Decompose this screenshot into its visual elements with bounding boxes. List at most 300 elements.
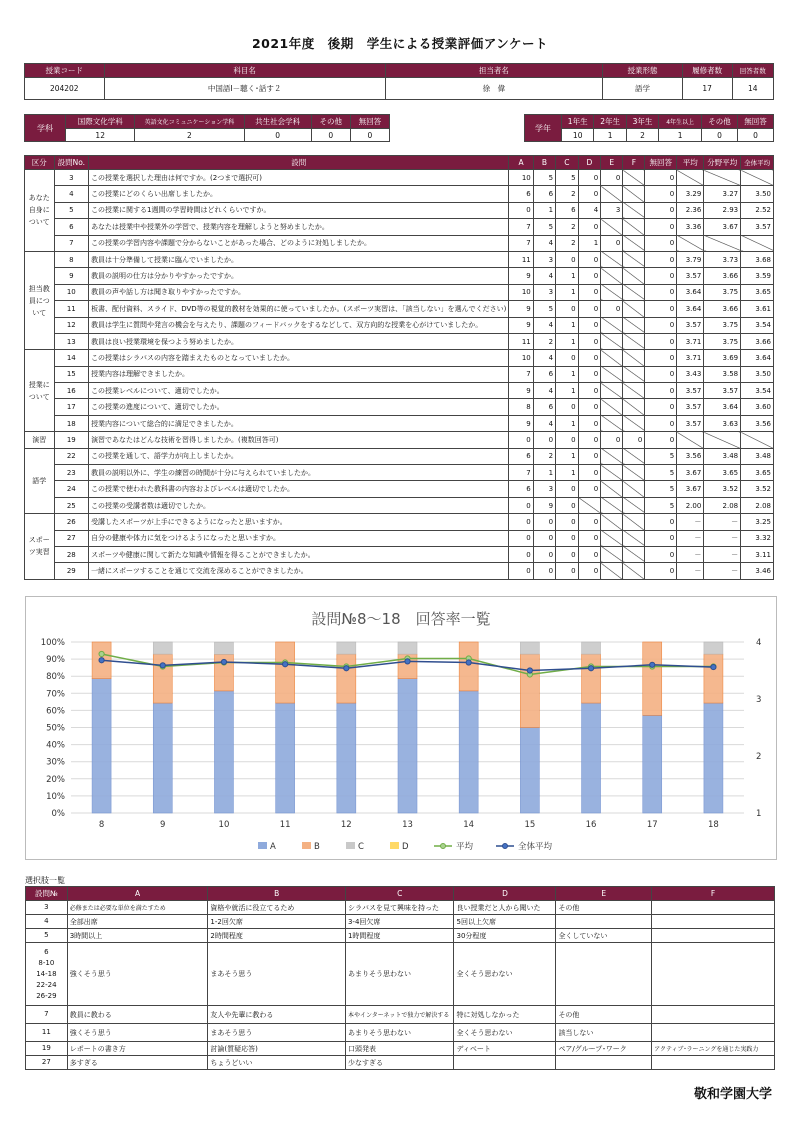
cell-all: 3.56 xyxy=(741,415,774,431)
choice-D: 5回以上欠席 xyxy=(454,915,556,929)
cell-A: 11 xyxy=(509,251,533,267)
cell-na: 0 xyxy=(645,251,677,267)
choice-E: 全くしていない xyxy=(556,929,652,943)
cell-field: 3.73 xyxy=(704,251,741,267)
cell-D: 0 xyxy=(578,366,601,382)
bar-C xyxy=(398,642,417,654)
choice-E: その他 xyxy=(556,901,652,915)
choice-B: まあそう思う xyxy=(208,1024,346,1042)
choice-B: ちょうどいい xyxy=(208,1056,346,1070)
cell-D: 0 xyxy=(578,333,601,349)
cell-A: 0 xyxy=(509,563,533,579)
cell-A: 7 xyxy=(509,219,533,235)
question-number: 22 xyxy=(54,448,89,464)
question-number: 29 xyxy=(54,563,89,579)
cell-F xyxy=(623,350,645,366)
cell-field: 3.52 xyxy=(704,481,741,497)
question-text: 受講したスポーツが上手にできるようになったと思いますか。 xyxy=(89,514,509,530)
cell-na: 5 xyxy=(645,497,677,513)
cell-F xyxy=(623,333,645,349)
cell-avg xyxy=(677,235,704,251)
question-number: 27 xyxy=(54,530,89,546)
cell-B: 6 xyxy=(533,186,555,202)
cell-B: 4 xyxy=(533,383,555,399)
question-row xyxy=(25,219,774,235)
choices-header: C xyxy=(345,887,454,901)
x-tick-label: 16 xyxy=(585,820,597,830)
question-row xyxy=(25,350,774,366)
cell-A: 6 xyxy=(509,481,533,497)
question-row xyxy=(25,170,774,186)
year-value: 1 xyxy=(659,129,702,142)
cell-field: 3.75 xyxy=(704,284,741,300)
question-row xyxy=(25,546,774,562)
question-number: 3 xyxy=(54,170,89,186)
cell-all: 3.64 xyxy=(741,350,774,366)
cell-C: 1 xyxy=(556,268,578,284)
choice-E xyxy=(556,915,652,929)
cell-E: 0 xyxy=(601,432,623,448)
bar-A xyxy=(276,703,295,813)
choice-C: あまりそう思わない xyxy=(345,1024,454,1042)
cell-na: 0 xyxy=(645,268,677,284)
choices-header: A xyxy=(67,887,208,901)
choice-A: 3時間以上 xyxy=(67,929,208,943)
question-number: 7 xyxy=(54,235,89,251)
cell-C: 2 xyxy=(556,235,578,251)
legend-swatch xyxy=(346,842,355,849)
bar-B xyxy=(704,654,723,703)
cell-all xyxy=(741,170,774,186)
question-row xyxy=(25,399,774,415)
question-number: 18 xyxy=(54,415,89,431)
cell-A: 10 xyxy=(509,170,533,186)
question-number: 10 xyxy=(54,284,89,300)
cell-B: 1 xyxy=(533,202,555,218)
eval-header: E xyxy=(601,156,623,170)
line-point xyxy=(344,666,349,671)
question-row xyxy=(25,465,774,481)
year-header: その他 xyxy=(702,115,738,129)
choice-C: 少なすぎる xyxy=(345,1056,454,1070)
question-text: 教員の説明の仕方は分かりやすかったですか。 xyxy=(89,268,509,284)
cell-A: 6 xyxy=(509,448,533,464)
legend-swatch xyxy=(258,842,267,849)
y-left-tick-label: 70% xyxy=(46,689,65,700)
year-label: 学年 xyxy=(525,115,562,142)
cell-F xyxy=(623,235,645,251)
cell-na: 0 xyxy=(645,399,677,415)
choice-question-number: 3 xyxy=(26,901,68,915)
dept-header: 英語文化コミュニケーション学科 xyxy=(135,115,244,129)
dept-value: 0 xyxy=(311,129,350,142)
y-right-tick-label: 1 xyxy=(756,809,762,819)
cell-F xyxy=(623,415,645,431)
question-row xyxy=(25,514,774,530)
cell-A: 9 xyxy=(509,268,533,284)
choice-C: 本やインターネットで独力で解決する xyxy=(345,1006,454,1024)
line-point xyxy=(650,662,655,667)
choice-D: 全くそう思わない xyxy=(454,943,556,1006)
cell-na: 0 xyxy=(645,219,677,235)
legend-marker xyxy=(441,844,446,849)
choice-F xyxy=(652,929,775,943)
choice-D: 特に対処しなかった xyxy=(454,1006,556,1024)
question-text: あなたは授業中や授業外の学習で、授業内容を理解しようと努めましたか。 xyxy=(89,219,509,235)
cell-D: 0 xyxy=(578,432,601,448)
cell-A: 9 xyxy=(509,415,533,431)
eval-header: A xyxy=(509,156,533,170)
cell-field: 2.93 xyxy=(704,202,741,218)
year-header: 3年生 xyxy=(626,115,658,129)
teacher-name: 徐 偉 xyxy=(385,78,602,100)
course-code: 204202 xyxy=(25,78,105,100)
choice-C: 口頭発表 xyxy=(345,1042,454,1056)
question-number: 24 xyxy=(54,481,89,497)
year-header: 1年生 xyxy=(562,115,594,129)
cell-E xyxy=(601,268,623,284)
cell-E xyxy=(601,465,623,481)
legend-marker xyxy=(503,844,508,849)
cell-all: 2.08 xyxy=(741,497,774,513)
cell-D: 0 xyxy=(578,546,601,562)
chart-svg xyxy=(26,597,776,859)
x-tick-label: 17 xyxy=(646,820,658,830)
cell-D: 0 xyxy=(578,251,601,267)
x-tick-label: 13 xyxy=(402,820,413,830)
cell-B: 3 xyxy=(533,284,555,300)
cell-avg: － xyxy=(677,514,704,530)
question-text: 一緒にスポーツすることを通じて交流を深めることができましたか。 xyxy=(89,563,509,579)
y-left-tick-label: 80% xyxy=(46,672,65,683)
cell-na: 5 xyxy=(645,448,677,464)
cell-avg: 3.79 xyxy=(677,251,704,267)
bar-A xyxy=(643,715,662,813)
cell-D: 0 xyxy=(578,317,601,333)
cell-A: 9 xyxy=(509,383,533,399)
question-row xyxy=(25,235,774,251)
choice-B: まあそう思う xyxy=(208,943,346,1006)
cell-D: 0 xyxy=(578,563,601,579)
cell-field xyxy=(704,235,741,251)
choice-E: ペア/グループ･ワーク xyxy=(556,1042,652,1056)
choice-F: アクティブ･ラーニングを通じた実践力 xyxy=(652,1042,775,1056)
bar-A xyxy=(398,679,417,813)
choice-C: 3-4回欠席 xyxy=(345,915,454,929)
choice-B: 友人や先輩に教わる xyxy=(208,1006,346,1024)
cell-C: 0 xyxy=(556,514,578,530)
chart-title: 設問№8～18 回答率一覧 xyxy=(311,610,491,628)
cell-B: 0 xyxy=(533,432,555,448)
x-tick-label: 18 xyxy=(707,820,719,830)
question-number: 9 xyxy=(54,268,89,284)
cell-C: 0 xyxy=(556,432,578,448)
cell-na: 0 xyxy=(645,350,677,366)
y-left-tick-label: 0% xyxy=(51,809,65,819)
choice-question-number: 4 xyxy=(26,915,68,929)
cell-A: 9 xyxy=(509,301,533,317)
cell-F xyxy=(623,563,645,579)
choice-F xyxy=(652,1024,775,1042)
cell-all: 2.52 xyxy=(741,202,774,218)
cell-D: 0 xyxy=(578,301,601,317)
cell-F xyxy=(623,284,645,300)
question-number: 19 xyxy=(54,432,89,448)
university-name: 敬和学園大学 xyxy=(693,1087,772,1102)
question-number: 17 xyxy=(54,399,89,415)
bar-C xyxy=(337,642,356,654)
dept-label: 学科 xyxy=(25,115,66,142)
cell-all: 3.25 xyxy=(741,514,774,530)
choice-A: レポートの書き方 xyxy=(67,1042,208,1056)
cell-avg: 3.71 xyxy=(677,350,704,366)
question-row xyxy=(25,284,774,300)
cell-field: 3.75 xyxy=(704,317,741,333)
cell-C: 1 xyxy=(556,366,578,382)
cell-F: 0 xyxy=(623,432,645,448)
question-number: 8 xyxy=(54,251,89,267)
question-number: 15 xyxy=(54,366,89,382)
x-tick-label: 8 xyxy=(98,820,105,830)
cell-A: 10 xyxy=(509,284,533,300)
enrolled-header: 履修者数 xyxy=(682,64,732,78)
cell-A: 10 xyxy=(509,350,533,366)
teacher-header: 担当者名 xyxy=(385,64,602,78)
dept-header: 無回答 xyxy=(350,115,389,129)
course-type: 語学 xyxy=(603,78,683,100)
page-title: 2021年度 後期 学生による授業評価アンケート xyxy=(251,36,549,51)
y-left-tick-label: 40% xyxy=(46,740,65,751)
cell-E xyxy=(601,186,623,202)
choice-F xyxy=(652,901,775,915)
cell-B: 4 xyxy=(533,268,555,284)
enrolled-count: 17 xyxy=(682,78,732,100)
cell-D: 0 xyxy=(578,170,601,186)
cell-B: 5 xyxy=(533,219,555,235)
cell-na: 0 xyxy=(645,301,677,317)
bar-A xyxy=(337,703,356,813)
question-text: 演習であなたはどんな技術を習得しましたか。(複数回答可) xyxy=(89,432,509,448)
cell-C: 0 xyxy=(556,301,578,317)
cell-all xyxy=(741,432,774,448)
y-left-tick-label: 100% xyxy=(40,638,65,648)
bar-A xyxy=(582,703,601,813)
question-row xyxy=(25,366,774,382)
eval-header: 無回答 xyxy=(645,156,677,170)
cell-all: 3.68 xyxy=(741,251,774,267)
cell-C: 6 xyxy=(556,202,578,218)
question-text: この授業を通して、語学力が向上しましたか。 xyxy=(89,448,509,464)
legend-swatch xyxy=(302,842,311,849)
choice-B: 1-2回欠席 xyxy=(208,915,346,929)
cell-E xyxy=(601,284,623,300)
cell-D: 0 xyxy=(578,514,601,530)
question-text: この授業の進度について、適切でしたか。 xyxy=(89,399,509,415)
bar-B xyxy=(337,654,356,703)
course-name-header: 科目名 xyxy=(104,64,385,78)
eval-header: D xyxy=(578,156,601,170)
cell-na: 0 xyxy=(645,383,677,399)
cell-C: 0 xyxy=(556,546,578,562)
cell-all: 3.11 xyxy=(741,546,774,562)
group-label: スポーツ実習 xyxy=(25,514,55,580)
cell-F xyxy=(623,366,645,382)
question-number: 13 xyxy=(54,333,89,349)
choice-D: 30分程度 xyxy=(454,929,556,943)
choice-B: 資格や就活に役立てるため xyxy=(208,901,346,915)
question-text: 板書、配付資料、スライド、DVD等の視覚的教材を効果的に使っていましたか。(スポーツ実習は、「該当しない」を選んでください) xyxy=(89,301,509,317)
cell-F xyxy=(623,268,645,284)
x-tick-label: 9 xyxy=(160,820,166,830)
cell-avg: － xyxy=(677,530,704,546)
cell-B: 0 xyxy=(533,530,555,546)
cell-D: 0 xyxy=(578,268,601,284)
cell-D: 0 xyxy=(578,219,601,235)
group-label: あなた自身について xyxy=(25,170,55,252)
choice-D: ディベート xyxy=(454,1042,556,1056)
line-point xyxy=(283,662,288,667)
cell-D: 0 xyxy=(578,465,601,481)
line-point xyxy=(588,666,593,671)
cell-avg: 3.57 xyxy=(677,415,704,431)
respondents-header: 回答者数 xyxy=(732,64,773,78)
cell-D: 0 xyxy=(578,481,601,497)
year-table xyxy=(524,114,774,142)
question-text: この授業はシラバスの内容を踏まえたものとなっていましたか。 xyxy=(89,350,509,366)
cell-all: 3.65 xyxy=(741,465,774,481)
cell-E xyxy=(601,546,623,562)
cell-E xyxy=(601,514,623,530)
cell-B: 0 xyxy=(533,546,555,562)
question-number: 5 xyxy=(54,202,89,218)
choice-row xyxy=(26,915,775,929)
choice-A: 全部出席 xyxy=(67,915,208,929)
cell-all: 3.50 xyxy=(741,366,774,382)
cell-E xyxy=(601,219,623,235)
choice-question-number: 7 xyxy=(26,1006,68,1024)
cell-all: 3.52 xyxy=(741,481,774,497)
y-left-tick-label: 90% xyxy=(46,655,65,666)
x-tick-label: 14 xyxy=(463,820,475,830)
cell-E: 0 xyxy=(601,235,623,251)
question-number: 11 xyxy=(54,301,89,317)
question-row xyxy=(25,497,774,513)
cell-A: 11 xyxy=(509,333,533,349)
bar-B xyxy=(643,642,662,715)
cell-na: 0 xyxy=(645,563,677,579)
dept-value: 0 xyxy=(244,129,311,142)
choice-question-number: 6 8-10 14-18 22-24 26-29 xyxy=(26,943,68,1006)
question-number: 26 xyxy=(54,514,89,530)
question-text: 教員は十分準備して授業に臨んでいましたか。 xyxy=(89,251,509,267)
cell-D: 0 xyxy=(578,448,601,464)
year-header: 無回答 xyxy=(738,115,774,129)
question-text: 教員の説明以外に、学生の練習の時間が十分に与えられていましたか。 xyxy=(89,465,509,481)
cell-all: 3.54 xyxy=(741,383,774,399)
cell-field: － xyxy=(704,514,741,530)
legend-label: C xyxy=(358,842,364,852)
legend-label: A xyxy=(270,842,276,852)
cell-C: 0 xyxy=(556,481,578,497)
cell-all: 3.54 xyxy=(741,317,774,333)
question-row xyxy=(25,251,774,267)
question-row xyxy=(25,186,774,202)
dept-value: 0 xyxy=(350,129,389,142)
cell-F xyxy=(623,186,645,202)
question-row xyxy=(25,448,774,464)
cell-E xyxy=(601,317,623,333)
question-number: 28 xyxy=(54,546,89,562)
cell-E xyxy=(601,530,623,546)
cell-C: 5 xyxy=(556,170,578,186)
cell-field: － xyxy=(704,530,741,546)
year-header: 2年生 xyxy=(594,115,626,129)
choice-E: 該当しない xyxy=(556,1024,652,1042)
cell-F xyxy=(623,202,645,218)
eval-header: 区分 xyxy=(25,156,55,170)
choice-row xyxy=(26,1056,775,1070)
cell-A: 7 xyxy=(509,235,533,251)
choice-A: 強くそう思う xyxy=(67,1024,208,1042)
question-text: 教員は学生に質問や発言の機会を与えたり、課題のフィードバックをするなどして、双方向的な授業を心がけていましたか。 xyxy=(89,317,509,333)
eval-header: 平均 xyxy=(677,156,704,170)
x-tick-label: 11 xyxy=(279,820,291,830)
choice-B: 討論(質疑応答) xyxy=(208,1042,346,1056)
cell-E xyxy=(601,563,623,579)
y-left-tick-label: 20% xyxy=(46,774,65,785)
question-row xyxy=(25,301,774,317)
cell-avg: 3.64 xyxy=(677,284,704,300)
cell-avg: － xyxy=(677,546,704,562)
cell-na: 0 xyxy=(645,366,677,382)
cell-F xyxy=(623,251,645,267)
cell-A: 9 xyxy=(509,317,533,333)
question-number: 25 xyxy=(54,497,89,513)
line-point xyxy=(99,658,104,663)
cell-A: 7 xyxy=(509,366,533,382)
cell-D xyxy=(578,497,601,513)
cell-C: 0 xyxy=(556,497,578,513)
cell-F xyxy=(623,219,645,235)
question-number: 4 xyxy=(54,186,89,202)
cell-C: 2 xyxy=(556,186,578,202)
cell-B: 0 xyxy=(533,514,555,530)
cell-B: 4 xyxy=(533,350,555,366)
cell-na: 5 xyxy=(645,481,677,497)
question-text: この授業を選択した理由は何ですか。(2つまで選択可) xyxy=(89,170,509,186)
cell-B: 2 xyxy=(533,333,555,349)
cell-all xyxy=(741,235,774,251)
group-label: 演習 xyxy=(25,432,55,448)
cell-E xyxy=(601,415,623,431)
cell-field: 3.66 xyxy=(704,268,741,284)
bar-B xyxy=(582,654,601,703)
cell-A: 0 xyxy=(509,432,533,448)
cell-field: 3.57 xyxy=(704,383,741,399)
choice-A: 必修または必要な単位を満たすため xyxy=(67,901,208,915)
bar-A xyxy=(214,691,233,813)
cell-field: 3.63 xyxy=(704,415,741,431)
cell-field: 3.66 xyxy=(704,301,741,317)
cell-na: 5 xyxy=(645,465,677,481)
cell-E xyxy=(601,333,623,349)
question-number: 6 xyxy=(54,219,89,235)
cell-E xyxy=(601,399,623,415)
eval-header: B xyxy=(533,156,555,170)
cell-na: 0 xyxy=(645,317,677,333)
choice-question-number: 27 xyxy=(26,1056,68,1070)
bar-B xyxy=(459,642,478,691)
